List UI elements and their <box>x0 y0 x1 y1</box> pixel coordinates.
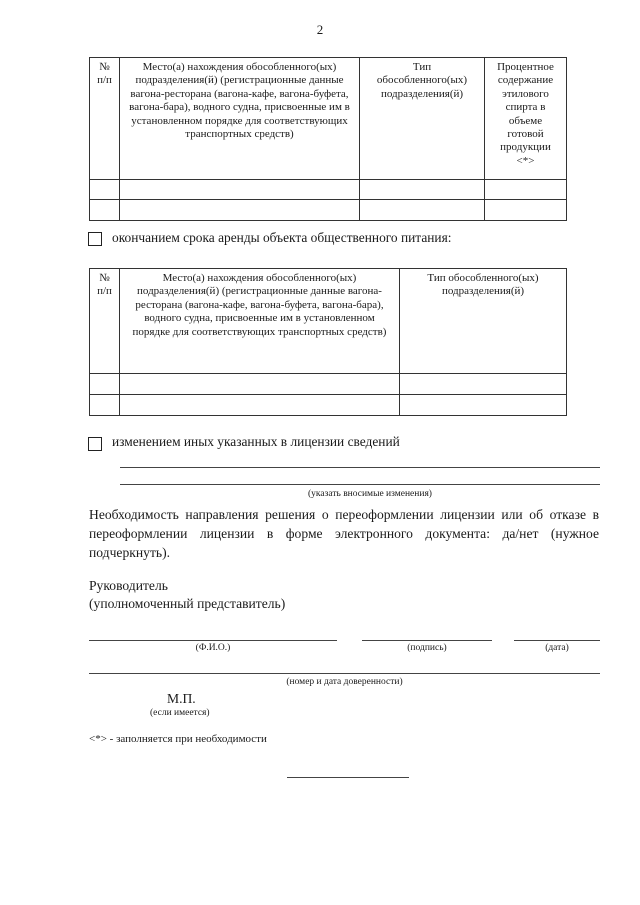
signatory-title: Руководитель <box>89 578 168 593</box>
table-row <box>90 395 567 416</box>
date-label: (дата) <box>545 643 569 653</box>
table1-header-number: № п/п <box>90 58 120 180</box>
table2-cell[interactable] <box>90 395 120 416</box>
other-changes-label: изменением иных указанных в лицензии сведений <box>112 434 400 449</box>
stamp-note: (если имеется) <box>150 708 210 718</box>
lease-end-checkbox[interactable] <box>88 232 102 246</box>
table1-header-type: Тип обособленного(ых) подразделения(й) <box>360 58 485 180</box>
table1-cell[interactable] <box>120 200 360 221</box>
signature-label: (подпись) <box>407 643 447 653</box>
power-of-attorney-label: (номер и дата доверенности) <box>286 677 403 687</box>
changes-input-line-1[interactable] <box>120 467 600 468</box>
table2-cell[interactable] <box>120 395 400 416</box>
table2-cell[interactable] <box>400 374 567 395</box>
stamp-label: М.П. <box>167 691 196 706</box>
table-row <box>90 180 567 200</box>
fio-label: (Ф.И.О.) <box>195 643 231 653</box>
other-changes-checkbox[interactable] <box>88 437 102 451</box>
date-line[interactable] <box>514 640 600 641</box>
table2-header-location: Место(а) нахождения обособленного(ых) подразделения(й) (регистрационные данные вагона-ресторана (вагона-кафе, вагона-буфета, вагона-бара), водного судна, присвоенные им в установленном порядке для соответствующих транспортных средств) <box>120 269 400 374</box>
changes-hint: (указать вносимые изменения) <box>308 489 432 499</box>
table1-cell[interactable] <box>485 180 567 200</box>
table1-cell[interactable] <box>90 200 120 221</box>
table1-cell[interactable] <box>360 200 485 221</box>
lease-end-label: окончанием срока аренды объекта общественного питания: <box>112 230 452 245</box>
table2-cell[interactable] <box>400 395 567 416</box>
subdivisions-table-alcohol <box>89 57 567 221</box>
table1-cell[interactable] <box>360 180 485 200</box>
table-row <box>90 374 567 395</box>
page-number: 2 <box>316 22 324 37</box>
signatory-subtitle: (уполномоченный представитель) <box>89 596 286 611</box>
table2-header-type: Тип обособленного(ых) подразделения(й) <box>400 269 567 374</box>
end-separator <box>287 777 409 778</box>
signature-line[interactable] <box>362 640 492 641</box>
footnote: <*> - заполняется при необходимости <box>89 733 267 745</box>
decision-paragraph: Необходимость направления решения о переоформлении лицензии или об отказе в переоформлении лицензии в форме электронного документа: да/нет (нужное подчеркнуть). <box>89 507 599 560</box>
table2-cell[interactable] <box>120 374 400 395</box>
subdivisions-table <box>89 268 567 416</box>
table1-header-location: Место(а) нахождения обособленного(ых) подразделения(й) (регистрационные данные вагона-ресторана (вагона-кафе, вагона-буфета, вагона-бара), водного судна, присвоенные им в установленном порядке для соответствующих транспортных средств) <box>120 58 360 180</box>
table2-cell[interactable] <box>90 374 120 395</box>
table2-header-number: № п/п <box>90 269 120 374</box>
table1-cell[interactable] <box>485 200 567 221</box>
changes-input-line-2[interactable] <box>120 484 600 485</box>
fio-line[interactable] <box>89 640 337 641</box>
table-row <box>90 200 567 221</box>
power-of-attorney-line[interactable] <box>89 673 600 674</box>
table1-header-alcohol: Процентное содержание этилового спирта в объеме готовой продукции <*> <box>485 58 567 180</box>
table1-cell[interactable] <box>120 180 360 200</box>
table1-cell[interactable] <box>90 180 120 200</box>
